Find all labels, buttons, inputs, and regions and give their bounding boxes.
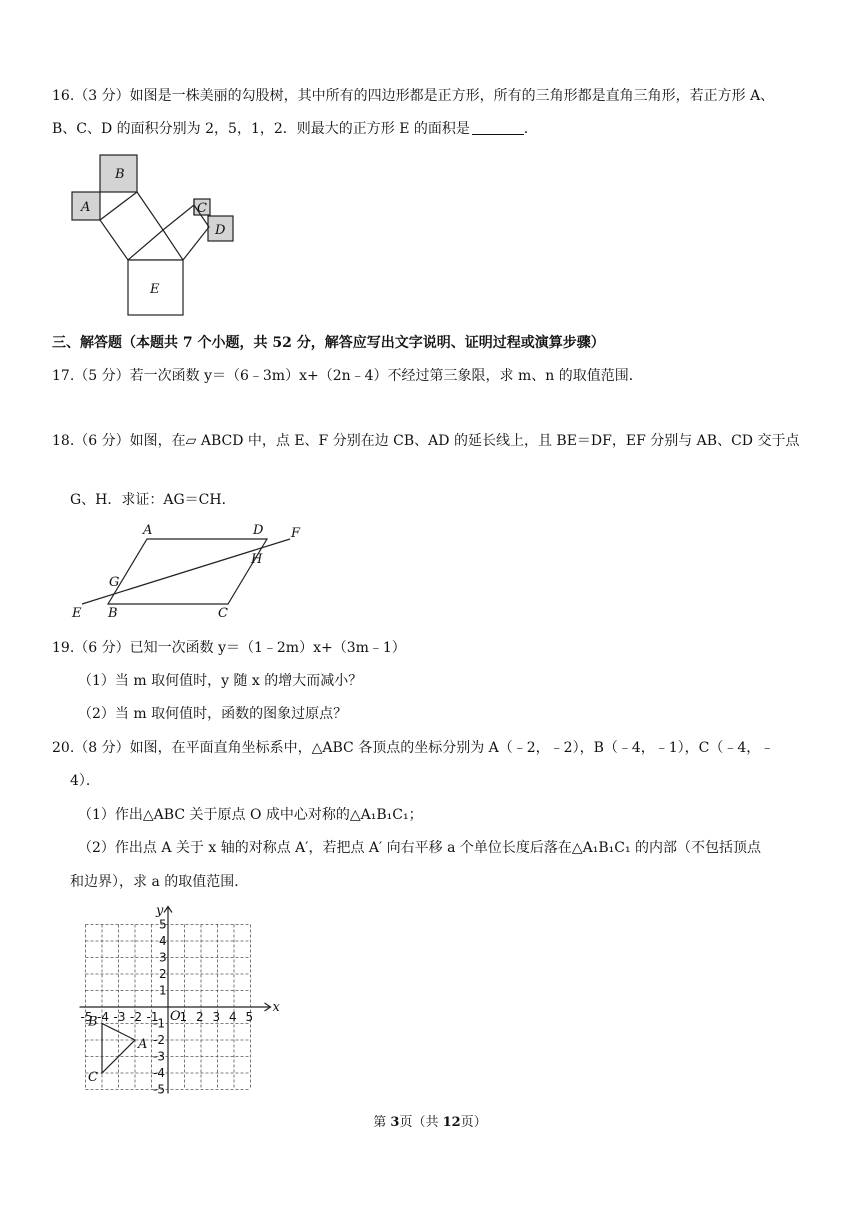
answer-blank <box>472 120 524 135</box>
y-tick-label: -4 <box>153 1066 165 1080</box>
origin-label: O <box>170 1009 181 1024</box>
line-ef <box>82 539 290 604</box>
q16-line-2-end: ． <box>523 121 538 137</box>
x-tick-label: 3 <box>212 1010 221 1024</box>
footer-prefix: 第 <box>373 1115 391 1130</box>
x-tick-label: -1 <box>146 1010 159 1024</box>
x-tick-label: -4 <box>97 1010 109 1024</box>
y-tick-label: -1 <box>153 1016 165 1031</box>
x-tick-label: 4 <box>229 1010 237 1024</box>
left-big-square <box>100 192 163 260</box>
point-label-c: C <box>88 1070 98 1085</box>
label-b: B <box>108 606 118 621</box>
label-g: G <box>109 575 120 590</box>
q18-line-1: 18.（6 分）如图，在▱ ABCD 中，点 E、F 分别在边 CB、AD 的延长线上，且 BE＝DF，EF 分别与 AB、CD 交于点 <box>52 433 800 449</box>
label-d: D <box>215 223 226 238</box>
y-tick-label: 5 <box>159 917 167 932</box>
label-f: F <box>291 526 301 541</box>
x-tick-label: -3 <box>113 1010 126 1024</box>
label-e: E <box>72 606 82 621</box>
label-c: C <box>197 201 207 216</box>
q20-sub-2a: （2）作出点 A 关于 x 轴的对称点 A′，若把点 A′ 向右平移 a 个单位长度后落在△A₁B₁C₁ 的内部（不包括顶点 <box>78 840 762 856</box>
x-tick-label: -2 <box>130 1010 142 1024</box>
label-e: E <box>150 282 160 297</box>
x-tick-label: 5 <box>245 1010 254 1024</box>
pythagoras-tree-figure <box>70 153 240 318</box>
label-d: D <box>253 523 264 538</box>
point-label-a: A <box>138 1037 148 1052</box>
label-b: B <box>115 167 125 182</box>
q19-sub-1: （1）当 m 取何值时，y 随 x 的增大而减小？ <box>78 673 363 689</box>
label-a: A <box>81 200 91 215</box>
parallelogram-figure <box>70 520 310 620</box>
y-tick-label: 4 <box>159 934 167 948</box>
label-h: H <box>251 552 263 567</box>
q16-line-2-text: B、C、D 的面积分别为 2，5，1，2．则最大的正方形 E 的面积是 <box>52 121 470 137</box>
q19-sub-2: （2）当 m 取何值时，函数的图象过原点？ <box>78 706 348 722</box>
y-tick-label: 3 <box>159 950 167 965</box>
y-tick-label: -3 <box>153 1049 165 1064</box>
label-c: C <box>218 606 228 621</box>
q20-line-1: 20.（8 分）如图，在平面直角坐标系中，△ABC 各顶点的坐标分别为 A（﹣2，﹣2），B（﹣4，﹣1），C（﹣4，﹣ <box>52 740 775 756</box>
y-tick-label: 1 <box>159 983 167 998</box>
q17-line: 17.（5 分）若一次函数 y＝（6﹣3m）x+（2n﹣4）不经过第三象限，求 m、n 的取值范围． <box>52 368 643 384</box>
x-tick-label: -5 <box>80 1010 93 1024</box>
x-axis-label: x <box>272 1000 280 1015</box>
y-tick-label: -2 <box>153 1033 165 1047</box>
q18-line-2: G、H．求证：AG＝CH． <box>70 492 236 508</box>
q20-sub-1: （1）作出△ABC 关于原点 O 成中心对称的△A₁B₁C₁； <box>78 807 423 823</box>
page-footer <box>0 1111 860 1130</box>
y-axis-label: y <box>156 903 164 919</box>
section-3-heading: 三、解答题（本题共 7 个小题，共 52 分，解答应写出文字说明、证明过程或演算步骤） <box>52 335 605 351</box>
total-pages: 12 <box>442 1115 461 1130</box>
y-tick-label: -5 <box>153 1082 165 1097</box>
q16-line-2 <box>52 119 538 139</box>
x-tick-label: 2 <box>196 1010 204 1024</box>
point-label-b: B <box>88 1014 98 1030</box>
q19-line-1: 19.（6 分）已知一次函数 y＝（1﹣2m）x+（3m﹣1） <box>52 640 406 656</box>
q20-sub-2b: 和边界），求 a 的取值范围． <box>70 874 249 890</box>
q16-line-1: 16.（3 分）如图是一株美丽的勾股树，其中所有的四边形都是正方形，所有的三角形都是直角三角形，若正方形 A、 <box>52 88 775 104</box>
x-tick-label: 1 <box>179 1010 188 1024</box>
coordinate-grid-figure <box>68 900 298 1100</box>
footer-suffix: 页） <box>460 1115 487 1130</box>
current-page: 3 <box>390 1115 400 1130</box>
label-a: A <box>143 523 153 538</box>
y-tick-label: 2 <box>159 967 167 981</box>
footer-middle: 页（共 <box>399 1115 443 1130</box>
q20-line-2: 4）． <box>70 773 100 789</box>
